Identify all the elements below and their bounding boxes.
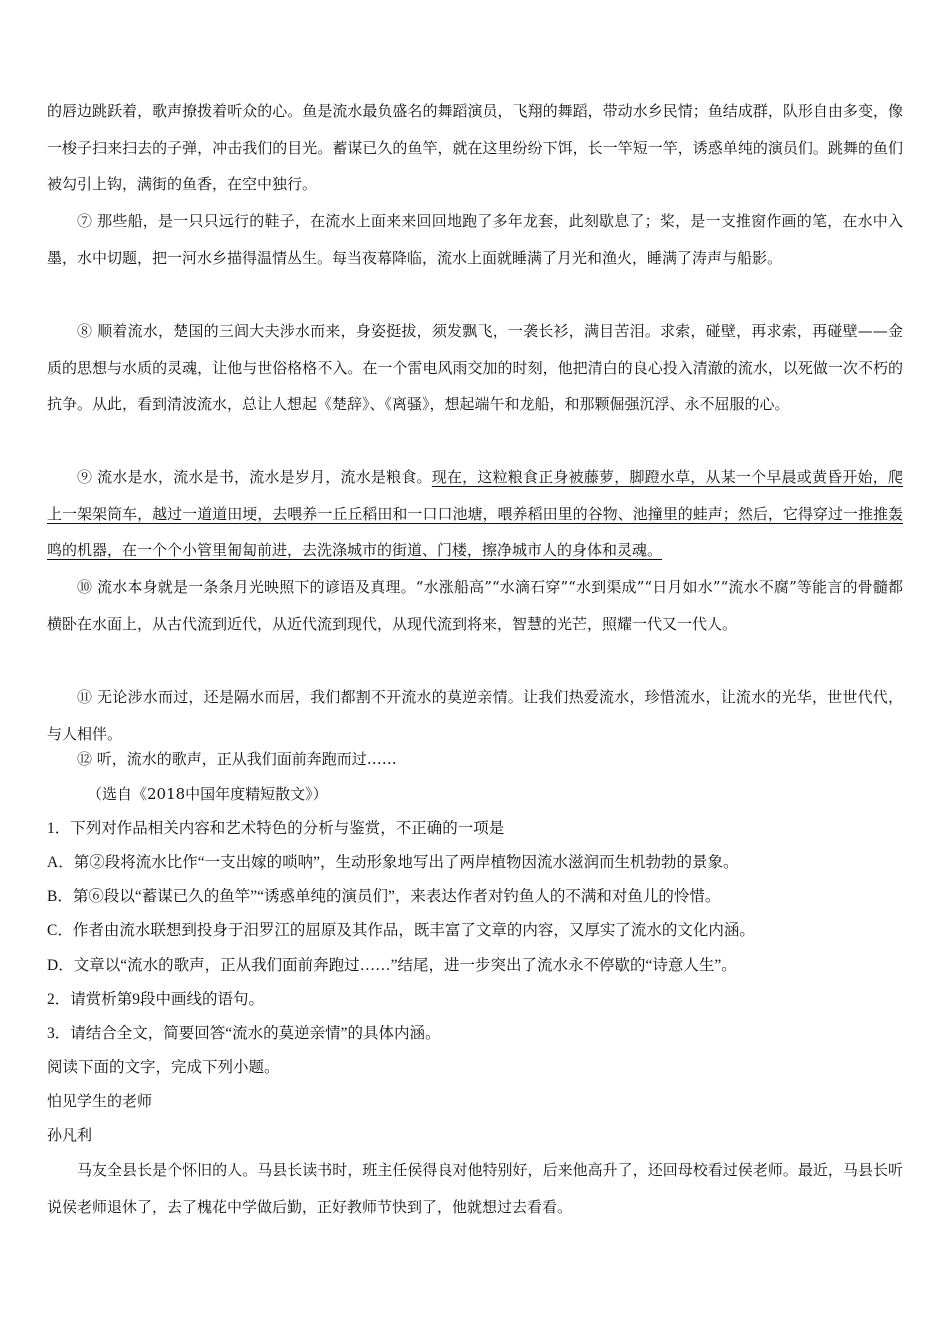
reading-instruction: 阅读下面的文字，完成下列小题。 [47,1059,280,1076]
question-1-option-c: C．作者由流水联想到投身于汨罗江的屈原及其作品，既丰富了文章的内容，又厚实了流水的文化内涵。 [47,922,755,939]
essay-paragraph-7: ⑦ 那些船，是一只只远行的鞋子，在流水上面来来回回地跑了多年龙套，此刻歇息了；桨，是一支推窗作画的笔，在水中入墨，水中切题，把一河水乡描得温情丛生。每当夜幕降临，流水上面就睡满了月光和渔火，睡满了涛声与船影。 [47,212,903,267]
story-author: 孙凡利 [47,1126,93,1144]
paragraph-9-plain-text: ⑨ 流水是水，流水是书，流水是岁月，流水是粮食。 [77,468,432,486]
question-3: 3．请结合全文，简要回答“流水的莫逆亲情”的具体内涵。 [47,1025,441,1042]
essay-paragraph-11: ⑪ 无论涉水而过，还是隔水而居，我们都割不开流水的莫逆亲情。让我们热爱流水，珍惜流水，让流水的光华，世世代代，与人相伴。 [47,688,903,743]
question-1-option-d: D．文章以“流水的歌声，正从我们面前奔跑过……”结尾，进一步突出了流水永不停歇的“诗意人生”。 [47,957,737,974]
essay-paragraph-9 [47,459,903,569]
story-paragraph-1: 马友全县长是个怀旧的人。马县长读书时，班主任侯得良对他特别好，后来他高升了，还回母校看过侯老师。最近，马县长听说侯老师退休了，去了槐花中学做后勤，正好教师节快到了，他就想过去看看。 [47,1161,903,1216]
essay-source: （选自《2018中国年度精短散文》） [87,785,328,803]
essay-paragraph-8: ⑧ 顺着流水，楚国的三闾大夫涉水而来，身姿挺拔，须发飘飞，一袭长衫，满目苦泪。求索，碰壁，再求索，再碰壁——金质的思想与水质的灵魂，让他与世俗格格不入。在一个雷电风雨交加的时刻，他把清白的良心投入清澈的流水，以死做一次不朽的抗争。从此，看到清波流水，总让人想起《楚辞》、《离骚》，想起端午和龙船，和那颗倔强沉浮、永不屈服的心。 [47,322,903,414]
question-1-option-b: B．第⑥段以“蓄谋已久的鱼竿”“诱惑单纯的演员们”，来表达作者对钓鱼人的不满和对鱼儿的怜惜。 [47,888,721,905]
question-2: 2．请赏析第9段中画线的语句。 [47,991,265,1008]
paragraph-9-underlined-text: 现在，这粒粮食正身被藤萝，脚蹬水草，从某一个早晨或黄昏开始，爬上一架架筒车，越过一道道田埂，去喂养一丘丘稻田和一口口池塘，喂养稻田里的谷物、池撞里的蛙声；然后，它得穿过一推推轰鸣的机器，在一个个小管里匍匐前进，去洗涤城市的街道、门楼，擦净城市人的身体和灵魂。 [47,468,903,560]
story-title: 怕见学生的老师 [47,1092,153,1110]
question-1: 1．下列对作品相关内容和艺术特色的分析与鉴赏，不正确的一项是 [47,820,505,837]
essay-paragraph-10: ⑩ 流水本身就是一条条月光映照下的谚语及真理。“水涨船高”“水滴石穿”“水到渠成”“日月如水”“流水不腐”等能言的骨髓都横卧在水面上，从古代流到近代，从近代流到现代，从现代流到将来，智慧的光芒，照耀一代又一代人。 [47,578,903,633]
question-1-option-a: A．第②段将流水比作“一支出嫁的唢呐”，生动形象地写出了两岸植物因流水滋润而生机勃勃的景象。 [47,854,739,871]
essay-paragraph-12: ⑫ 听，流水的歌声，正从我们面前奔跑而过…… [77,750,397,768]
essay-paragraph-6-end: 的唇边跳跃着，歌声撩拨着听众的心。鱼是流水最负盛名的舞蹈演员，飞翔的舞蹈，带动水乡民情；鱼结成群，队形自由多变，像一梭子扫来扫去的子弹，冲击我们的目光。蓄谋已久的鱼竿，就在这里纷纷下饵，长一竿短一竿，诱惑单纯的演员们。跳舞的鱼们被勾引上钩，满街的鱼香，在空中独行。 [47,102,903,194]
